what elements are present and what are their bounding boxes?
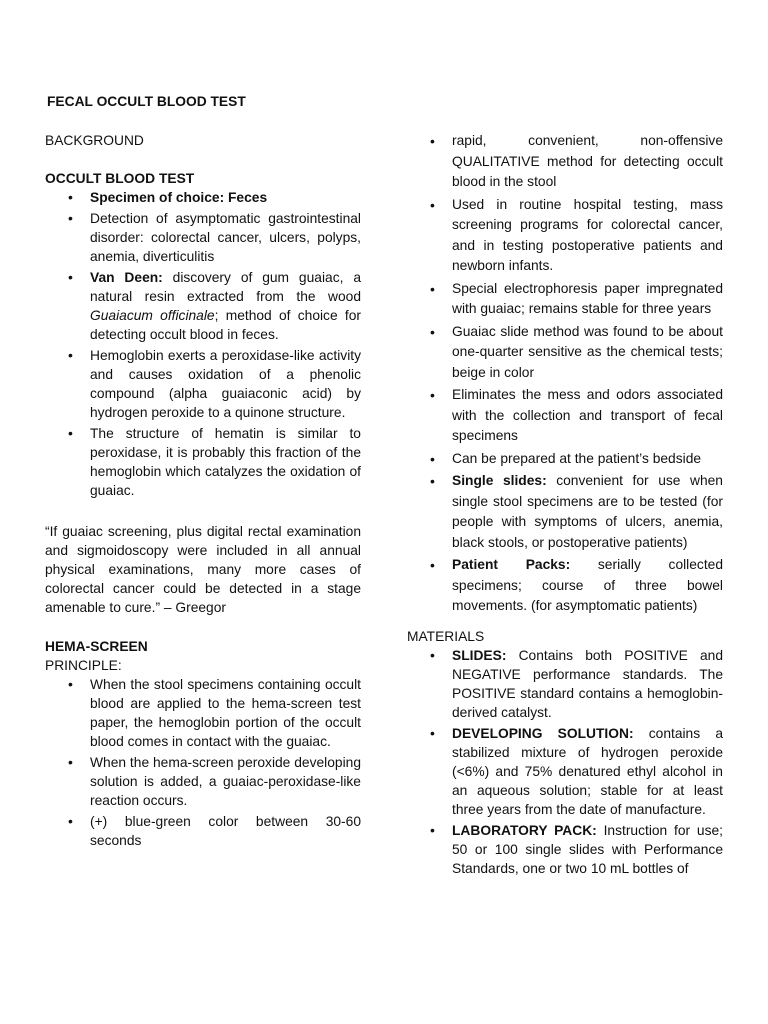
list-item	[90, 268, 361, 344]
item-text: convenient for use when single stool specimens are to be tested (for people with symptoms of ulcers, anemia, black stools, or postoperative patients)	[452, 473, 723, 550]
hema-screen-heading: HEMA-SCREEN	[45, 639, 148, 654]
item-text: The structure of hematin is similar to peroxidase, it is probably this fraction of the hemoglobin which catalyzes the oxidation of guaiac.	[90, 426, 361, 498]
list-item	[452, 821, 723, 878]
bold-lead: Van Deen:	[90, 270, 163, 285]
item-text: Detection of asymptomatic gastrointestinal disorder: colorectal cancer, ulcers, polyps, anemia, diverticulitis	[90, 211, 361, 264]
item-text: ; method of choice for detecting occult blood in feces.	[90, 308, 361, 342]
list-item	[452, 449, 723, 470]
bold-lead: Patient Packs:	[452, 557, 571, 572]
item-text: Special electrophoresis paper impregnated with guaiac; remains stable for three years	[452, 280, 723, 316]
list-item	[452, 646, 723, 722]
bold-lead: SLIDES:	[452, 647, 507, 663]
list-item	[90, 424, 361, 500]
item-text: Used in routine hospital testing, mass screening programs for colorectal cancer, and in testing postoperative patients and newborn infants.	[452, 196, 723, 273]
item-text: Contains both POSITIVE and NEGATIVE performance standards. The POSITIVE standard contains a hemoglobin-derived catalyst.	[452, 647, 723, 720]
list-item	[90, 346, 361, 422]
list-item	[452, 385, 723, 447]
item-text: discovery of gum guaiac, a natural resin extracted from the wood	[90, 270, 361, 304]
materials-heading: MATERIALS	[407, 628, 485, 644]
item-text: rapid, convenient, non-offensive QUALITATIVE method for detecting occult blood in the stool	[452, 133, 723, 189]
principle-label: PRINCIPLE:	[45, 658, 122, 673]
materials-list	[407, 646, 723, 878]
list-item	[452, 724, 723, 819]
list-item	[452, 322, 723, 384]
list-item	[452, 195, 723, 277]
list-item	[90, 812, 361, 850]
bold-lead: Specimen of choice: Feces	[90, 190, 268, 205]
occult-blood-list	[45, 188, 361, 500]
list-item	[452, 471, 723, 553]
list-item	[90, 188, 361, 207]
occult-blood-heading: OCCULT BLOOD TEST	[45, 171, 195, 186]
item-text: When the stool specimens containing occult blood are applied to the hema-screen test paper, the hemoglobin portion of the occult blood comes in contact with the guaiac.	[90, 677, 361, 749]
item-text: (+) blue-green color between 30-60 seconds	[90, 814, 361, 848]
background-heading: BACKGROUND	[45, 133, 144, 148]
greegor-quote: “If guaiac screening, plus digital rectal examination and sigmoidoscopy were included in all annual physical examinations, many more cases of colorectal cancer could be detected in a stage amenable to cure.” – Greegor	[45, 524, 361, 615]
bold-lead: DEVELOPING SOLUTION:	[452, 725, 634, 741]
list-item	[452, 131, 723, 193]
document-title: FECAL OCCULT BLOOD TEST	[47, 94, 246, 109]
list-item	[90, 209, 361, 266]
item-text: Hemoglobin exerts a peroxidase-like activity and causes oxidation of a phenolic compound (alpha guaiaconic acid) by hydrogen peroxide to a quinone structure.	[90, 348, 361, 420]
right-column	[407, 131, 723, 880]
italic-term: Guaiacum officinale	[90, 308, 215, 323]
item-text: Can be prepared at the patient’s bedside	[452, 450, 702, 466]
list-item	[90, 675, 361, 751]
item-text: serially collected specimens; course of three bowel movements. (for asymptomatic patients)	[452, 557, 723, 613]
item-text: Eliminates the mess and odors associated with the collection and transport of fecal specimens	[452, 387, 723, 443]
item-text: When the hema-screen peroxide developing solution is added, a guaiac-peroxidase-like reaction occurs.	[90, 755, 361, 808]
item-text: contains a stabilized mixture of hydrogen peroxide (<6%) and 75% denatured ethyl alcohol in an aqueous solution; stable for at least three years from the date of manufacture.	[452, 725, 724, 817]
bold-lead: LABORATORY PACK:	[452, 822, 597, 838]
hema-screen-features-list	[407, 131, 723, 617]
list-item	[452, 555, 723, 617]
item-text: Instruction for use; 50 or 100 single slides with Performance Standards, one or two 10 mL bottles of	[452, 822, 724, 876]
bold-lead: Single slides:	[452, 473, 547, 488]
list-item	[90, 753, 361, 810]
item-text: Guaiac slide method was found to be about one-quarter sensitive as the chemical tests; beige in color	[452, 323, 723, 380]
list-item	[452, 279, 723, 320]
left-column	[45, 131, 361, 852]
principle-list	[45, 675, 361, 850]
